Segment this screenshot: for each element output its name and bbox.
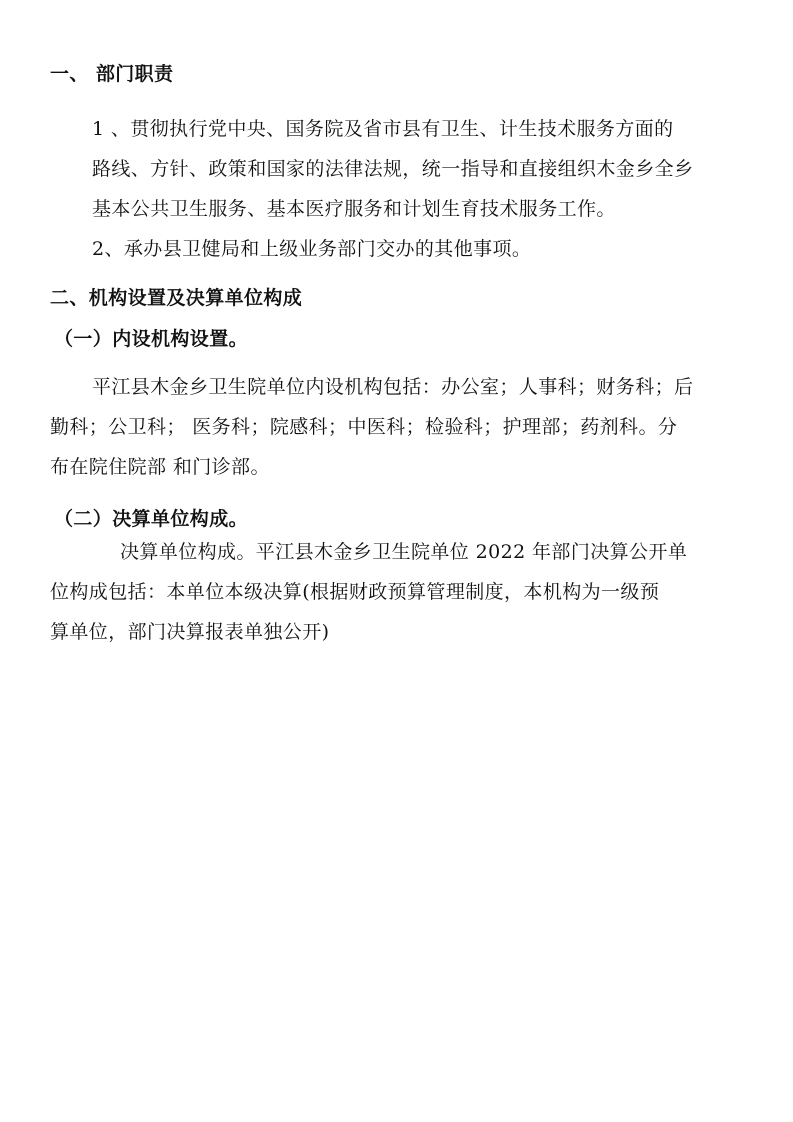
duty-item-2-line-1: 2、承办县卫健局和上级业务部门交办的其他事项。 [92,238,532,260]
budget-units-line-2: 位构成包括：本单位本级决算(根据财政预算管理制度，本机构为一级预 [50,581,660,603]
section-heading-organization: 二、机构设置及决算单位构成 [50,287,303,309]
subsection-heading-budget-units: （二）决算单位构成。 [54,508,249,530]
duty-item-1-line-3: 基本公共卫生服务、基本医疗服务和计划生育技术服务工作。 [92,198,616,220]
budget-units-line-1: 决算单位构成。平江县木金乡卫生院单位 2022 年部门决算公开单 [120,541,688,563]
duty-item-1-line-1: 1 、贯彻执行党中央、国务院及省市县有卫生、计生技术服务方面的 [92,118,674,140]
budget-units-line-3: 算单位，部门决算报表单独公开) [50,621,330,643]
section-heading-duties: 一、 部门职责 [50,63,174,85]
subsection-heading-internal-structure: （一）内设机构设置。 [54,328,249,350]
internal-structure-line-3: 布在院住院部 和门诊部。 [50,456,270,478]
internal-structure-line-1: 平江县木金乡卫生院单位内设机构包括：办公室；人事科；财务科；后 [92,376,694,398]
duty-item-1-line-2: 路线、方针、政策和国家的法律法规，统一指导和直接组织木金乡全乡 [92,158,694,180]
internal-structure-line-2: 勤科；公卫科； 医务科；院感科；中医科；检验科；护理部；药剂科。分 [50,416,678,438]
